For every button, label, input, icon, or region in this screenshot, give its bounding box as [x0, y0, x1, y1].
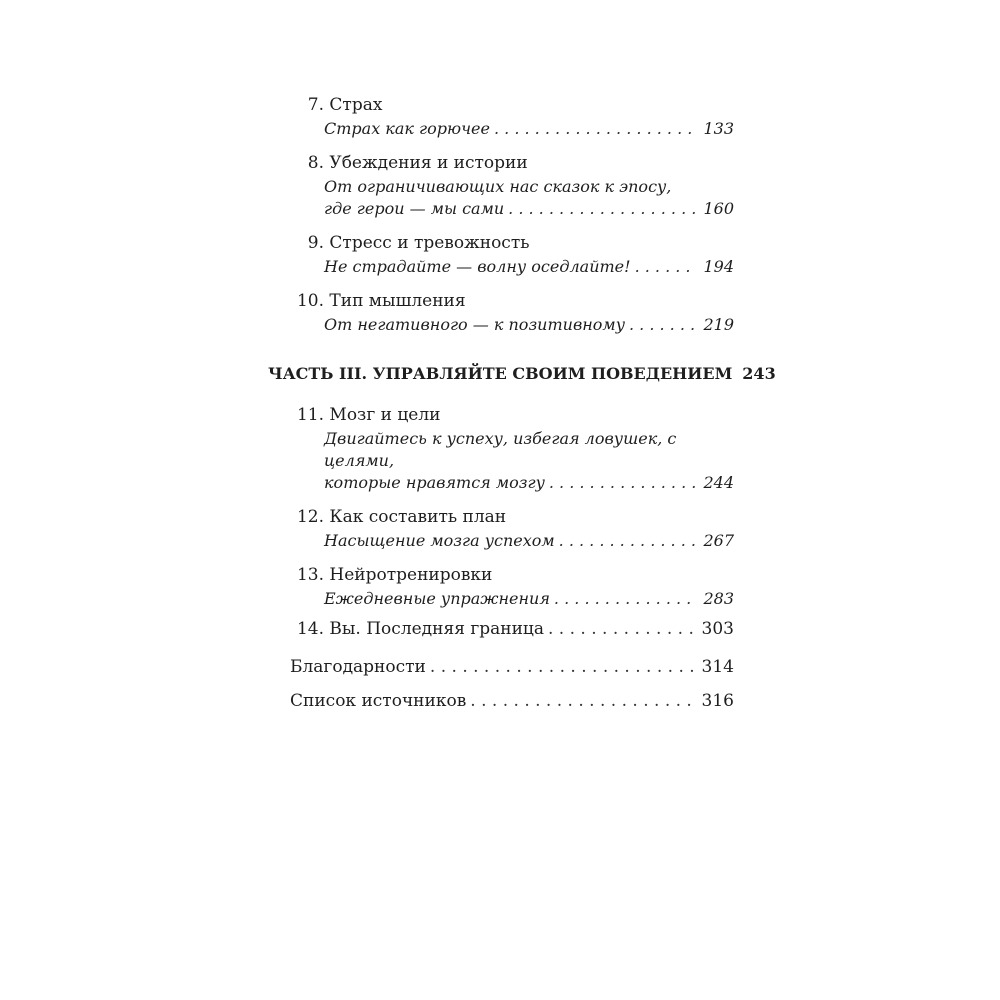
- leader-dots: [629, 314, 697, 336]
- toc-chapter: [290, 150, 734, 220]
- toc-chapter: [290, 504, 734, 552]
- page-number: 283: [703, 589, 734, 608]
- chapter-number: 9.: [307, 233, 324, 253]
- chapter-title: Убеждения и истории: [329, 153, 528, 173]
- leader-dots: [554, 588, 698, 610]
- toc-chapter: [290, 92, 734, 140]
- chapter-number: 10.: [296, 291, 324, 311]
- end-item-title: Благодарности: [290, 657, 426, 677]
- chapter-subtitle: где герои — мы сами: [324, 199, 505, 218]
- chapter-subtitle-line: Двигайтесь к успеху, избегая ловушек, с целями,: [324, 429, 677, 470]
- chapter-subtitle: Страх как горючее: [324, 119, 490, 138]
- page-number: 303: [701, 619, 734, 639]
- toc-chapter: [290, 288, 734, 336]
- page-number: 316: [701, 691, 734, 711]
- page-number: 133: [703, 119, 734, 138]
- page-number: 244: [703, 473, 734, 492]
- chapter-title: Тип мышления: [329, 291, 466, 311]
- toc-chapter: [290, 616, 734, 642]
- leader-dots: [635, 256, 698, 278]
- page-number: 194: [703, 257, 734, 276]
- chapter-subtitle: Ежедневные упражнения: [324, 589, 550, 608]
- chapter-number: 8.: [307, 153, 324, 173]
- chapter-title: Стресс и тревожность: [329, 233, 530, 253]
- toc-part-heading: [268, 362, 776, 386]
- table-of-contents: [268, 92, 776, 714]
- toc-end-item: [290, 654, 734, 680]
- chapter-number: 11.: [296, 405, 324, 425]
- page-number: 243: [742, 364, 776, 383]
- chapter-subtitle: Не страдайте — волну оседлайте!: [324, 257, 631, 276]
- leader-dots: [559, 530, 698, 552]
- chapter-subtitle-line: От ограничивающих нас сказок к эпосу,: [324, 177, 672, 196]
- leader-dots: [494, 118, 697, 140]
- toc-chapter: [290, 402, 734, 494]
- chapter-subtitle: Насыщение мозга успехом: [324, 531, 555, 550]
- chapter-number: 14.: [296, 619, 324, 639]
- toc-chapter: [290, 230, 734, 278]
- end-item-title: Список источников: [290, 691, 467, 711]
- chapter-number: 12.: [296, 507, 324, 527]
- chapter-number: 13.: [296, 565, 324, 585]
- page-number: 219: [703, 315, 734, 334]
- leader-dots: [430, 654, 696, 680]
- toc-chapter: [290, 562, 734, 610]
- leader-dots: [549, 472, 698, 494]
- chapter-title: Страх: [329, 95, 383, 115]
- chapter-subtitle: От негативного — к позитивному: [324, 315, 625, 334]
- leader-dots: [548, 616, 696, 642]
- leader-dots: [470, 688, 695, 714]
- chapter-title: Вы. Последняя граница: [329, 619, 544, 639]
- chapter-title: Мозг и цели: [329, 405, 441, 425]
- leader-dots: [508, 198, 697, 220]
- chapter-number: 7.: [307, 95, 324, 115]
- chapter-title: Нейротренировки: [329, 565, 493, 585]
- page-number: 160: [703, 199, 734, 218]
- page-number: 267: [703, 531, 734, 550]
- toc-end-item: [290, 688, 734, 714]
- part-title: ЧАСТЬ III. УПРАВЛЯЙТЕ СВОИМ ПОВЕДЕНИЕМ: [268, 364, 733, 383]
- chapter-title: Как составить план: [329, 507, 507, 527]
- page-number: 314: [701, 657, 734, 677]
- chapter-subtitle: которые нравятся мозгу: [324, 473, 545, 492]
